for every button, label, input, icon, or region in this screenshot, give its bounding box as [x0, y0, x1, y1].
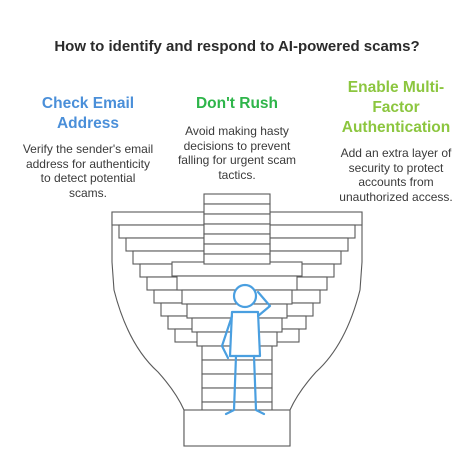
left-step — [112, 212, 204, 225]
pillar-step — [204, 254, 270, 264]
mfa-heading: Enable Multi- Factor Authentication — [341, 79, 451, 136]
dont-rush-heading: Don't Rush — [195, 95, 279, 112]
figure-head — [234, 285, 256, 307]
dont-rush-description: Avoid making hasty decisions to prevent falling for urgent scam tactics. — [177, 124, 297, 182]
page-title: How to identify and respond to AI-powered scams? — [54, 38, 420, 55]
right-step — [270, 225, 355, 238]
center-step — [202, 374, 272, 388]
center-step — [202, 388, 272, 402]
pillar-step — [204, 234, 270, 244]
figure-torso — [230, 312, 260, 356]
check-email-heading: Check Email Address — [41, 95, 135, 132]
pillar-step — [204, 204, 270, 214]
left-step — [119, 225, 204, 238]
pillar-step — [204, 244, 270, 254]
base-block — [184, 410, 290, 446]
left-step — [126, 238, 204, 251]
pillar-step — [204, 214, 270, 224]
pillar-step — [204, 224, 270, 234]
center-step — [202, 360, 272, 374]
pillar-step — [204, 194, 270, 204]
check-email-description: Verify the sender's email address for authenticity to detect potential scams. — [22, 142, 154, 200]
right-step — [270, 238, 348, 251]
right-step — [270, 212, 362, 225]
mfa-description: Add an extra layer of security to protect accounts from unauthorized access. — [339, 146, 453, 204]
